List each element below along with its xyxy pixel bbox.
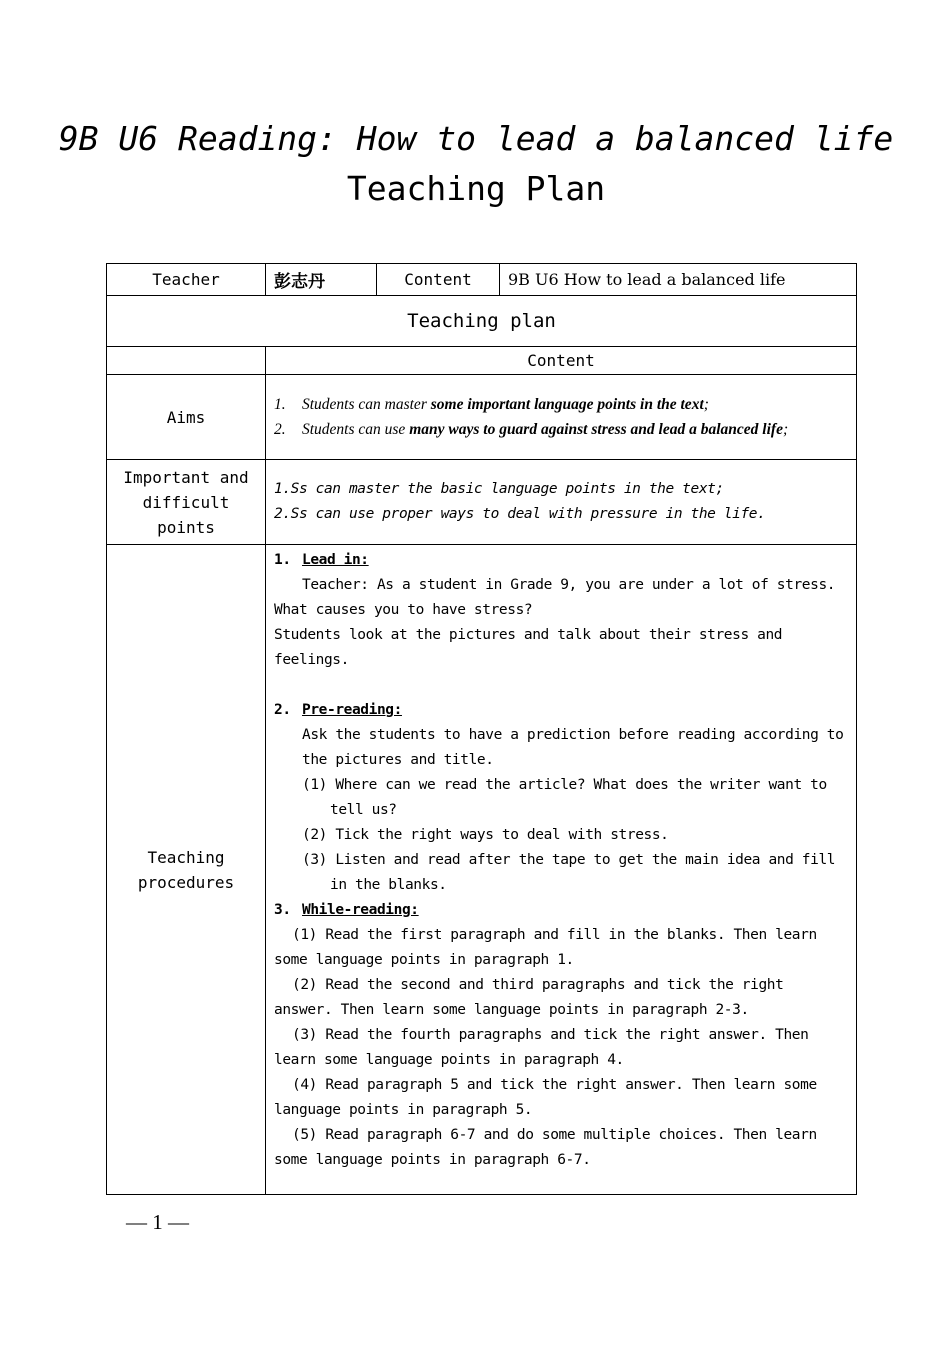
teacher-name: 彭志丹 [266,264,377,296]
important-points-label: Important and difficult points [107,460,266,545]
procedures-label: Teaching procedures [107,545,266,1195]
procedures-content [266,545,857,1195]
column-heading: Content [266,347,857,375]
important-points-row [107,460,857,545]
important-point: 1.Ss can master the basic language points in the text; [274,481,724,497]
step-heading: 1. Lead in: [274,552,369,568]
teaching-plan-table [106,263,857,1195]
empty-cell [107,347,266,375]
content-value: 9B U6 How to lead a balanced life [500,264,857,296]
teacher-label: Teacher [107,264,266,296]
step-item: (2) Read the second and third paragraphs and tick the right answer. Then learn some language points in paragraph 2-3. [274,977,784,1018]
document-subtitle: Teaching Plan [346,169,606,208]
page-number: — 1 — [126,1210,189,1234]
step-heading: 2. Pre-reading: [274,702,402,718]
aims-label: Aims [107,375,266,460]
section-heading: Teaching plan [107,296,857,347]
aim-item: 2. Students can use many ways to guard against stress and lead a balanced life; [274,421,789,438]
aims-row [107,375,857,460]
important-points-content [266,460,857,545]
step-item: (1) Where can we read the article? What does the writer want to tell us? [302,777,827,818]
step-heading: 3. While-reading: [274,902,419,918]
aim-item: 1. Students can master some important language points in the text; [274,396,709,413]
step-text: Students look at the pictures and talk about their stress and feelings. [274,627,783,668]
procedures-row [107,545,857,1195]
step-text: Ask the students to have a prediction before reading according to the pictures and title. [302,727,844,768]
aims-content [266,375,857,460]
step-item: (5) Read paragraph 6-7 and do some multiple choices. Then learn some language points in paragraph 6-7. [274,1127,817,1168]
step-item: (1) Read the first paragraph and fill in the blanks. Then learn some language points in paragraph 1. [274,927,817,968]
header-row [107,264,857,296]
content-label: Content [377,264,500,296]
important-point: 2.Ss can use proper ways to deal with pressure in the life. [274,506,766,522]
step-item: (3) Listen and read after the tape to get the main idea and fill in the blanks. [302,852,836,893]
step-item: (3) Read the fourth paragraphs and tick the right answer. Then learn some language points in paragraph 4. [274,1027,809,1068]
step-text: Teacher: As a student in Grade 9, you are under a lot of stress. What causes you to have stress? [274,577,836,618]
document-title: 9B U6 Reading: How to lead a balanced life [58,119,894,158]
step-item: (2) Tick the right ways to deal with stress. [302,827,669,843]
step-item: (4) Read paragraph 5 and tick the right answer. Then learn some language points in paragraph 5. [274,1077,817,1118]
